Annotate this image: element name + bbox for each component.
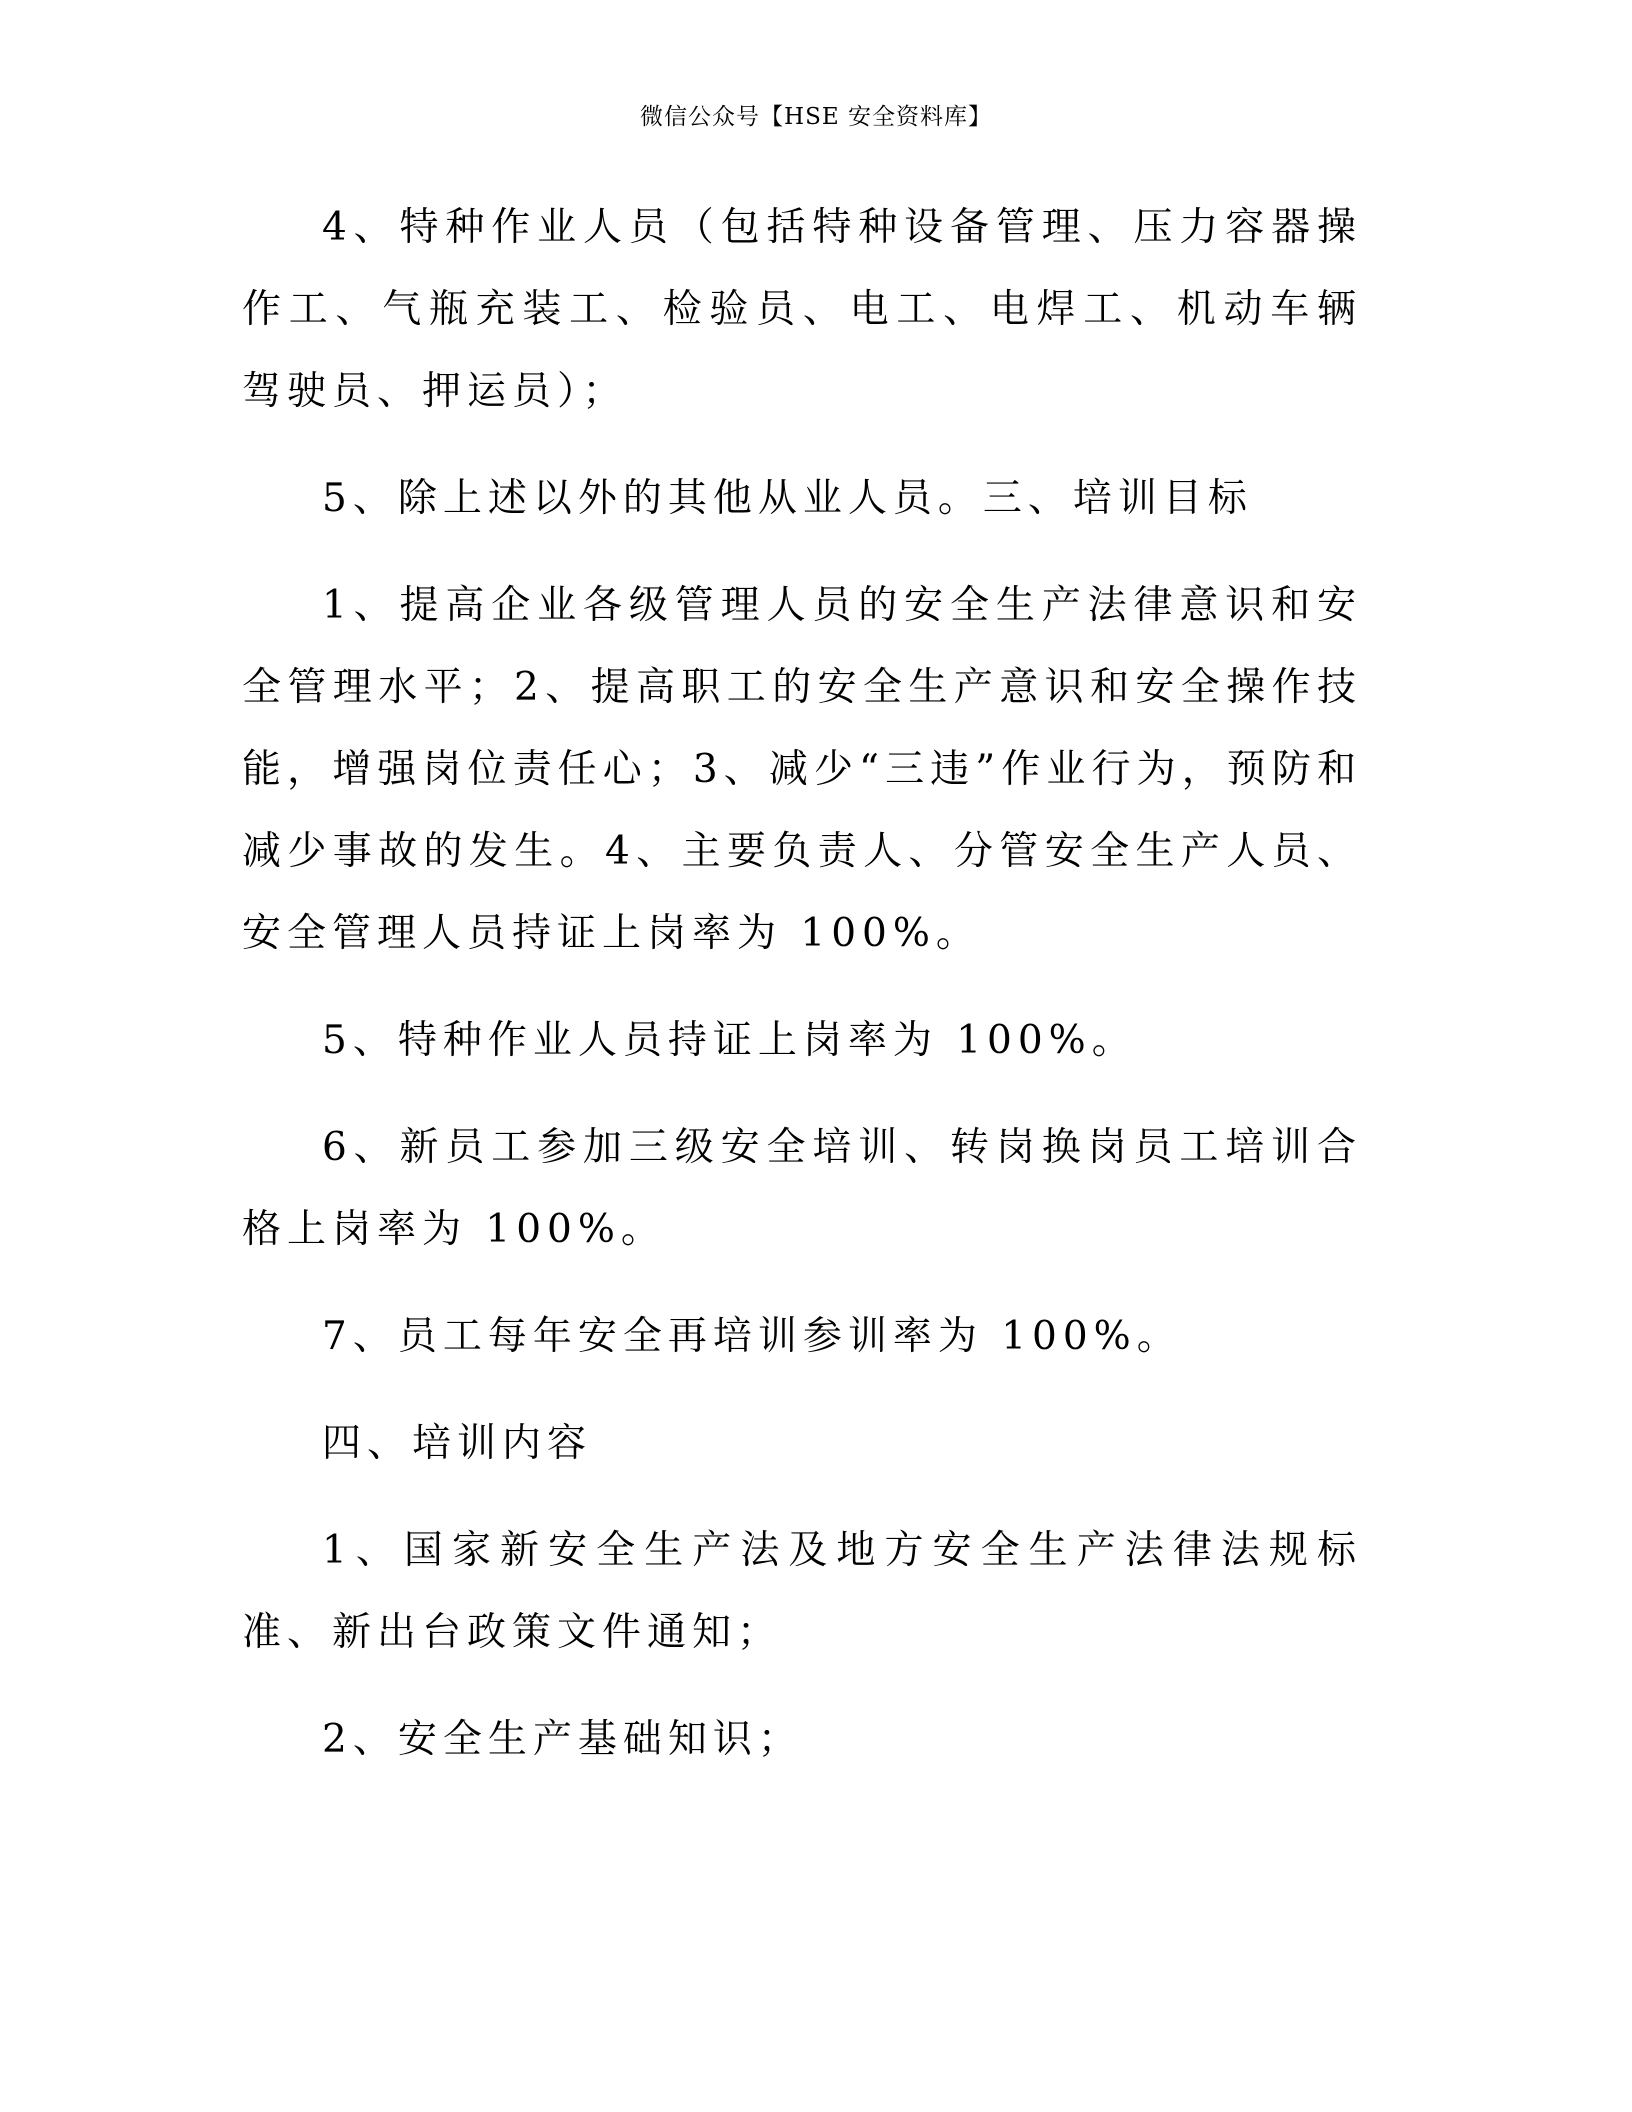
paragraph-laws-regulations: 1、国家新安全生产法及地方安全生产法律法规标准、新出台政策文件通知； <box>242 1528 1362 1655</box>
paragraph-training-goals: 1、提高企业各级管理人员的安全生产法律意识和安全管理水平；2、提高职工的安全生产意识和安全操作技能，增强岗位责任心；3、减少“三违”作业行为，预防和减少事故的发生。4、主要负责人、分管安全生产人员、安全管理人员持证上岗率为 100%。 <box>242 583 1362 956</box>
page-header: 微信公众号【HSE 安全资料库】 <box>640 104 992 130</box>
paragraph-new-staff-rate: 6、新员工参加三级安全培训、转岗换岗员工培训合格上岗率为 100%。 <box>242 1125 1362 1252</box>
paragraph-retraining-rate: 7、员工每年安全再培训参训率为 100%。 <box>322 1314 1182 1359</box>
paragraph-special-operators: 4、特种作业人员（包括特种设备管理、压力容器操作工、气瓶充装工、检验员、电工、电焊工、机动车辆驾驶员、押运员）； <box>242 205 1362 414</box>
document-body <box>242 187 1362 1806</box>
paragraph-other-staff: 5、除上述以外的其他从业人员。三、培训目标 <box>322 476 1253 521</box>
paragraph-basic-knowledge: 2、安全生产基础知识； <box>322 1717 803 1762</box>
section-heading-training-content: 四、培训内容 <box>322 1421 593 1466</box>
paragraph-special-cert-rate: 5、特种作业人员持证上岗率为 100%。 <box>322 1018 1137 1063</box>
